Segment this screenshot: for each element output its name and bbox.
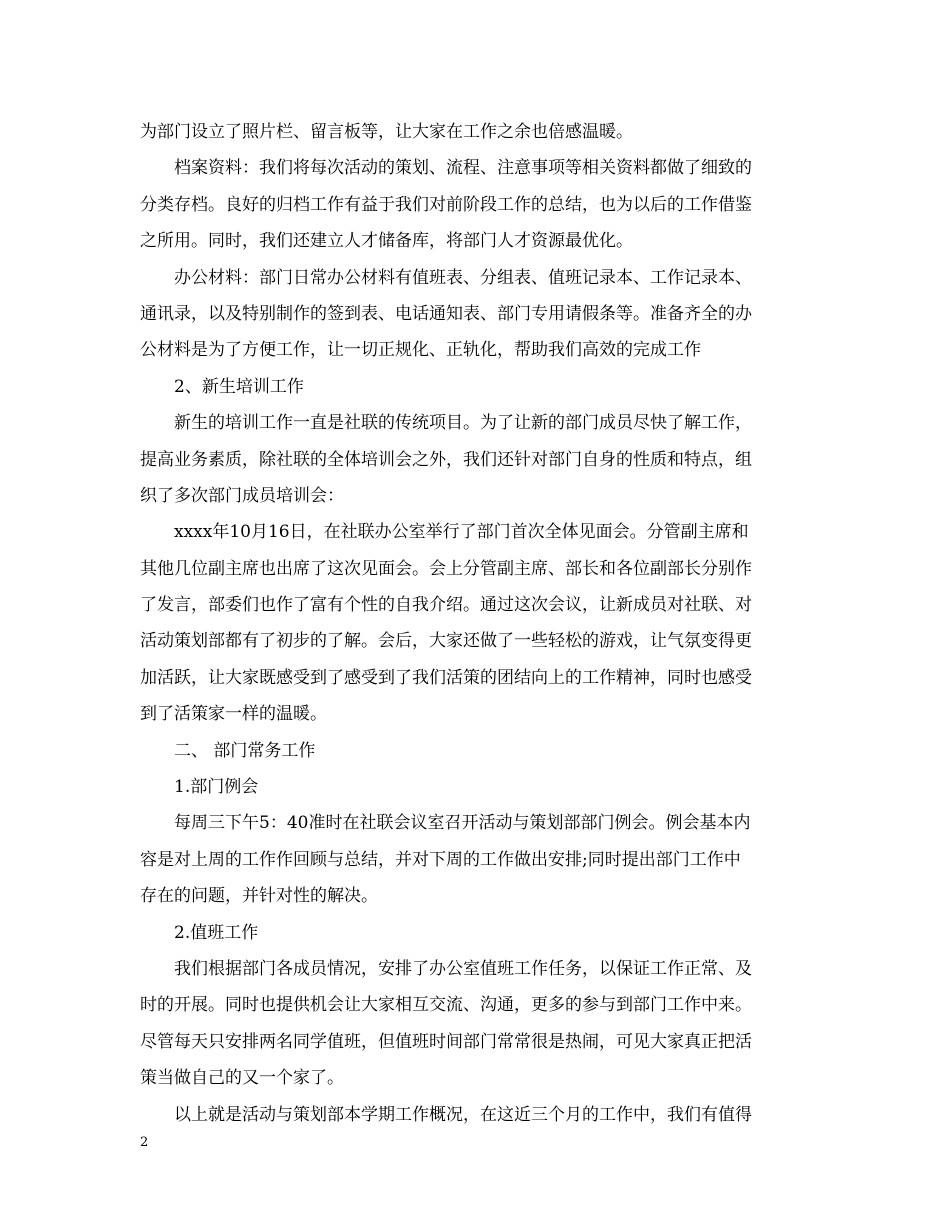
text-line: 了发言，部委们也作了富有个性的自我介绍。通过这次会议，让新成员对社联、对 — [140, 595, 752, 616]
text-line: 分类存档。良好的归档工作有益于我们对前阶段工作的总结，也为以后的工作借鉴 — [140, 194, 752, 215]
text-line: 公材料是为了方便工作，让一切正规化、正轨化，帮助我们高效的完成工作 — [140, 340, 701, 361]
text-line: 到了活策家一样的温暖。 — [140, 704, 327, 725]
text-line: 提高业务素质，除社联的全体培训会之外，我们还针对部门自身的性质和特点，组 — [140, 449, 752, 470]
text-line: 我们根据部门各成员情况，安排了办公室值班工作任务，以保证工作正常、及 — [174, 958, 752, 979]
text-line: 活动策划部都有了初步的了解。会后，大家还做了一些轻松的游戏，让气氛变得更 — [140, 631, 752, 652]
text-line: 其他几位副主席也出席了这次见面会。会上分管副主席、部长和各位副部长分别作 — [140, 558, 752, 579]
subsection-heading: 2.值班工作 — [174, 922, 259, 943]
text-line: 容是对上周的工作作回顾与总结，并对下周的工作做出安排;同时提出部门工作中 — [140, 849, 741, 870]
page-number: 2 — [140, 1135, 149, 1150]
text-line: 每周三下午5：40准时在社联会议室召开活动与策划部部门例会。例会基本内 — [174, 813, 751, 834]
section-heading: 二、 部门常务工作 — [174, 740, 316, 761]
text-line: xxxx年10月16日，在社联办公室举行了部门首次全体见面会。分管副主席和 — [174, 522, 749, 543]
text-line: 时的开展。同时也提供机会让大家相互交流、沟通，更多的参与到部门工作中来。 — [140, 995, 752, 1016]
text-line: 为部门设立了照片栏、留言板等，让大家在工作之余也倍感温暖。 — [140, 122, 633, 142]
text-line: 档案资料：我们将每次活动的策划、流程、注意事项等相关资料都做了细致的 — [174, 158, 752, 179]
text-line: 织了多次部门成员培训会： — [140, 485, 344, 506]
body-text — [140, 114, 815, 1133]
section-heading: 2、新生培训工作 — [174, 376, 304, 397]
text-line: 存在的问题，并针对性的解决。 — [140, 886, 378, 907]
text-line: 加活跃，让大家既感受到了感受到了我们活策的团结向上的工作精神，同时也感受 — [140, 667, 752, 688]
text-line: 办公材料：部门日常办公材料有值班表、分组表、值班记录本、工作记录本、 — [174, 267, 752, 288]
text-line: 策当做自己的又一个家了。 — [140, 1068, 344, 1089]
text-line: 之所用。同时，我们还建立人才储备库，将部门人才资源最优化。 — [140, 231, 633, 252]
subsection-heading: 1.部门例会 — [174, 777, 259, 798]
text-line: 新生的培训工作一直是社联的传统项目。为了让新的部门成员尽快了解工作， — [174, 413, 752, 434]
text-line: 以上就是活动与策划部本学期工作概况，在这近三个月的工作中，我们有值得 — [174, 1104, 752, 1125]
text-line: 尽管每天只安排两名同学值班，但值班时间部门常常很是热闹，可见大家真正把活 — [140, 1031, 752, 1052]
text-line: 通讯录，以及特别制作的签到表、电话通知表、部门专用请假条等。准备齐全的办 — [140, 303, 752, 324]
